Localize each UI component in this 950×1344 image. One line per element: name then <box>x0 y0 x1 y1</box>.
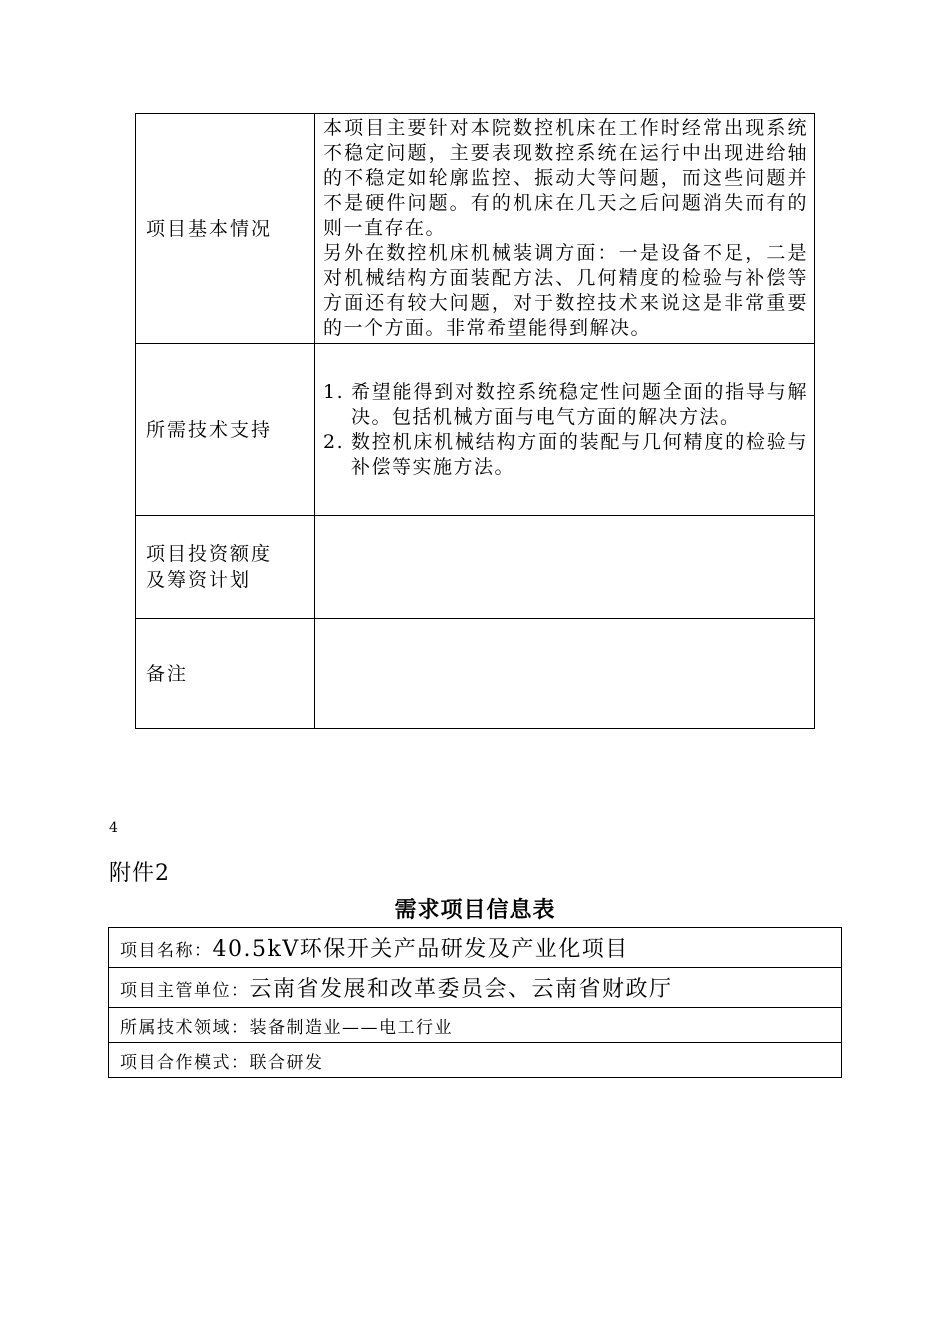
cooperation-mode-cell <box>109 1043 842 1078</box>
row-label-remarks: 备注 <box>136 619 315 729</box>
tech-support-value <box>315 344 815 516</box>
investment-label-line: 项目投资额度 <box>146 543 273 565</box>
field-value: 云南省发展和改革委员会、云南省财政厅 <box>249 977 673 1002</box>
project-detail-table <box>135 113 815 729</box>
table-title: 需求项目信息表 <box>394 897 556 923</box>
list-item-number: 2. <box>323 430 345 453</box>
table-row <box>109 1008 842 1043</box>
table-row <box>109 968 842 1008</box>
basic-info-paragraph: 另外在数控机床机械装调方面：一是设备不足，二是对机械结构方面装配方法、几何精度的检验与补偿等方面还有较大问题，对于数控技术来说这是非常重要的一个方面。非常希望能得到解决。 <box>323 242 808 339</box>
row-label-tech-support: 所需技术支持 <box>136 344 315 516</box>
field-label: 项目名称： <box>120 941 213 961</box>
list-item <box>323 380 808 430</box>
table-row <box>136 344 815 516</box>
field-value: 装备制造业——电工行业 <box>249 1017 453 1038</box>
field-label: 所属技术领域： <box>120 1017 250 1038</box>
row-label-basic-info: 项目基本情况 <box>136 114 315 344</box>
tech-field-cell <box>109 1008 842 1043</box>
attachment-label: 附件2 <box>109 861 170 886</box>
field-value: 40.5kV环保开关产品研发及产业化项目 <box>212 937 629 962</box>
table-row <box>136 114 815 344</box>
list-item <box>323 430 808 480</box>
list-item-text: 数控机床机械结构方面的装配与几何精度的检验与补偿等实施方法。 <box>351 430 808 478</box>
field-label: 项目主管单位： <box>120 981 250 1001</box>
table-row <box>109 1043 842 1078</box>
field-label: 项目合作模式： <box>120 1052 250 1073</box>
table-row <box>136 619 815 729</box>
list-item-text: 希望能得到对数控系统稳定性问题全面的指导与解决。包括机械方面与电气方面的解决方法。 <box>351 380 808 428</box>
project-name-cell <box>109 928 842 968</box>
table-row <box>136 516 815 619</box>
investment-label-line: 及筹资计划 <box>146 569 252 591</box>
basic-info-paragraph: 本项目主要针对本院数控机床在工作时经常出现系统不稳定问题，主要表现数控系统在运行中出现进给轴的不稳定如轮廓监控、振动大等问题，而这些问题并不是硬件问题。有的机床在几天之后问题消失而有的则一直存在。 <box>323 117 808 239</box>
table-row <box>109 928 842 968</box>
list-item-number: 1. <box>323 380 345 403</box>
tech-support-list <box>323 380 808 480</box>
field-value: 联合研发 <box>249 1052 324 1073</box>
supervising-unit-cell <box>109 968 842 1008</box>
page-number: 4 <box>109 820 118 836</box>
remarks-value <box>315 619 815 729</box>
basic-info-value <box>315 114 815 344</box>
demand-info-table <box>108 927 842 1078</box>
row-label-investment <box>136 516 315 619</box>
investment-value <box>315 516 815 619</box>
